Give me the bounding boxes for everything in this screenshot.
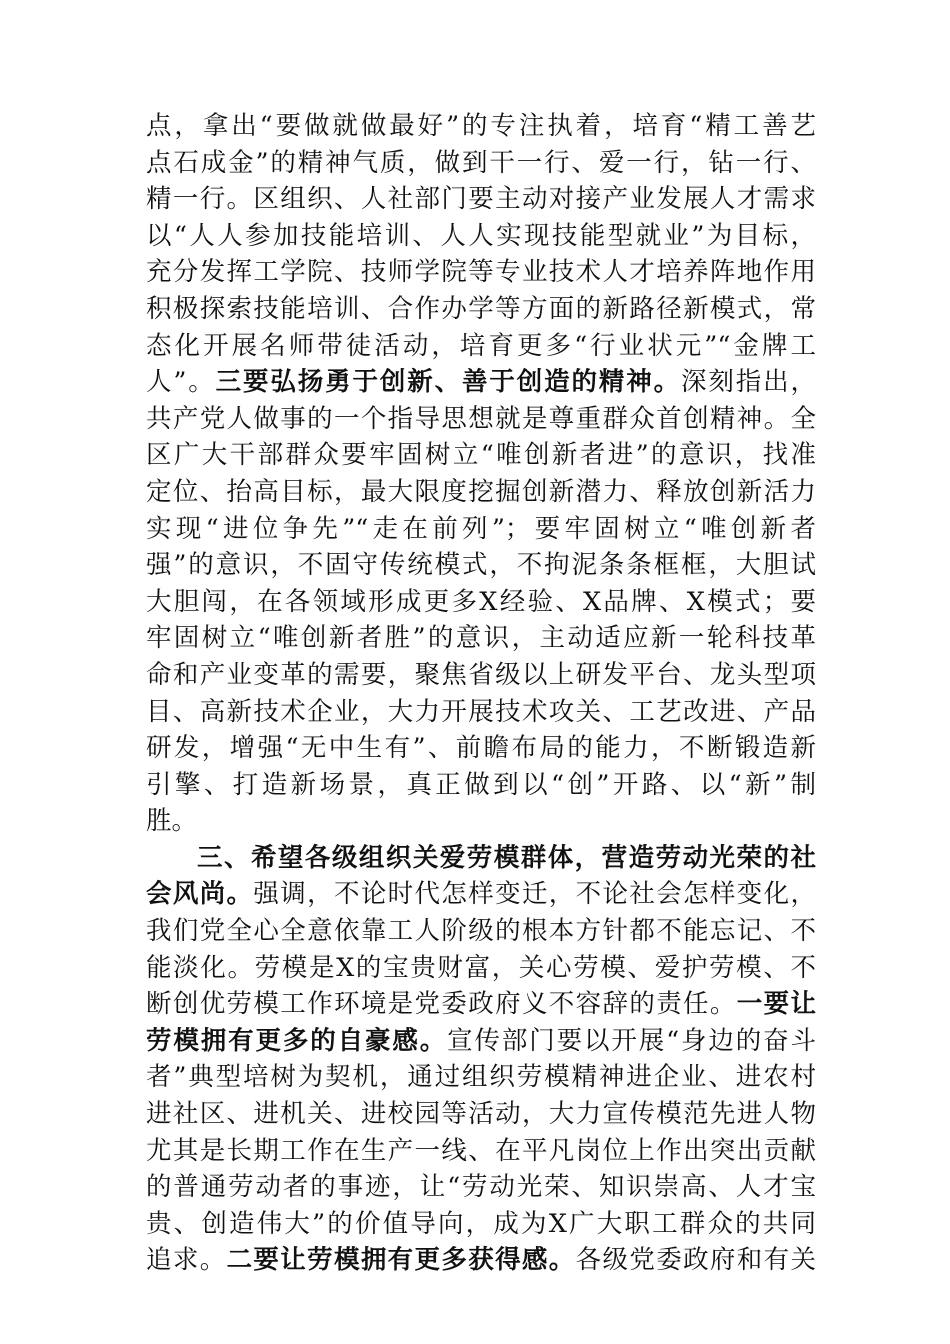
text-run: 断创优劳模工作环境是党委政府义不容辞的责任。 (146, 989, 737, 1020)
section-heading: 三、希望各级组织关爱劳模群体，营造劳动光荣的社 (197, 842, 816, 873)
text-line: 我们党全心全意依靠工人阶级的根本方针都不能忘记、不 (146, 916, 816, 947)
text-line: 共产党人做事的一个指导思想就是尊重群众首创精神。全 (146, 403, 816, 434)
text-line: 的普通劳动者的事迹，让“劳动光荣、知识崇高、人才宝 (146, 1172, 816, 1203)
bold-point-heading: 二要让劳模拥有更多获得感。 (226, 1245, 576, 1276)
text-run: 深刻指出， (680, 367, 816, 398)
body-text (146, 108, 816, 1279)
text-line: 定位、抬高目标，最大限度挖掘创新潜力、释放创新活力 (146, 476, 816, 507)
text-run: 追求。 (146, 1245, 227, 1276)
text-line: 牢固树立“唯创新者胜”的意识，主动适应新一轮科技革 (146, 623, 816, 654)
text-line: 积极探索技能培训、合作办学等方面的新路径新模式，常 (146, 293, 816, 324)
text-line (146, 876, 816, 913)
bold-point-heading: 三要弘扬勇于创新、善于创造的精神。 (215, 367, 681, 398)
text-line: 精一行。区组织、人社部门要主动对接产业发展人才需求 (146, 184, 816, 215)
text-line: 尤其是长期工作在生产一线、在平凡岗位上作出突出贡献 (146, 1135, 816, 1166)
text-line: 目、高新技术企业，大力开展技术攻关、工艺改进、产品 (146, 696, 816, 727)
text-line: 能淡化。劳模是X的宝贵财富，关心劳模、爱护劳模、不 (146, 952, 816, 983)
text-line: 态化开展名师带徒活动，培育更多“行业状元”“金牌工 (146, 330, 816, 361)
text-line: 区广大干部群众要牢固树立“唯创新者进”的意识，找准 (146, 440, 816, 471)
text-run: 强调，不论时代怎样变迁，不论社会怎样变化， (253, 879, 816, 910)
text-line: 贵、创造伟大”的价值导向，成为X广大职工群众的共同 (146, 1208, 816, 1239)
text-line: 充分发挥工学院、技师学院等专业技术人才培养阵地作用 (146, 257, 816, 288)
text-line (146, 986, 816, 1023)
text-line (146, 364, 816, 401)
text-run: 各级党委政府和有关 (575, 1245, 816, 1276)
text-line: 强”的意识，不固守传统模式，不拘泥条条框框，大胆试 (146, 550, 816, 581)
text-line: 大胆闯，在各领域形成更多X经验、X品牌、X模式；要 (146, 586, 816, 617)
text-line: 引擎、打造新场景，真正做到以“创”开路、以“新”制 (146, 769, 816, 800)
bold-point-heading: 劳模拥有更多的自豪感。 (146, 1025, 448, 1056)
text-line: 者”典型培树为契机，通过组织劳模精神进企业、进农村 (146, 1062, 816, 1093)
text-line: 命和产业变革的需要，聚焦省级以上研发平台、龙头型项 (146, 659, 816, 690)
text-line: 进社区、进机关、进校园等活动，大力宣传模范先进人物 (146, 1099, 816, 1130)
text-line (146, 1023, 816, 1060)
text-line (146, 1242, 816, 1279)
text-line: 实现“进位争先”“走在前列”；要牢固树立“唯创新者 (146, 513, 816, 544)
text-line: 点，拿出“要做就做最好”的专注执着，培育“精工善艺 (146, 111, 816, 141)
text-run: 宣传部门要以开展“身边的奋斗 (447, 1025, 816, 1056)
text-run: 人”。 (146, 367, 216, 398)
text-line: 点石成金”的精神气质，做到干一行、爱一行，钻一行、 (146, 147, 816, 178)
section-heading: 会风尚。 (146, 879, 254, 910)
text-line: 胜。 (146, 806, 198, 837)
text-line: 以“人人参加技能培训、人人实现技能型就业”为目标， (146, 220, 816, 251)
section-heading-line (146, 840, 816, 877)
text-line: 研发，增强“无中生有”、前瞻布局的能力，不断锻造新 (146, 733, 816, 764)
bold-point-heading: 一要让 (736, 989, 816, 1020)
